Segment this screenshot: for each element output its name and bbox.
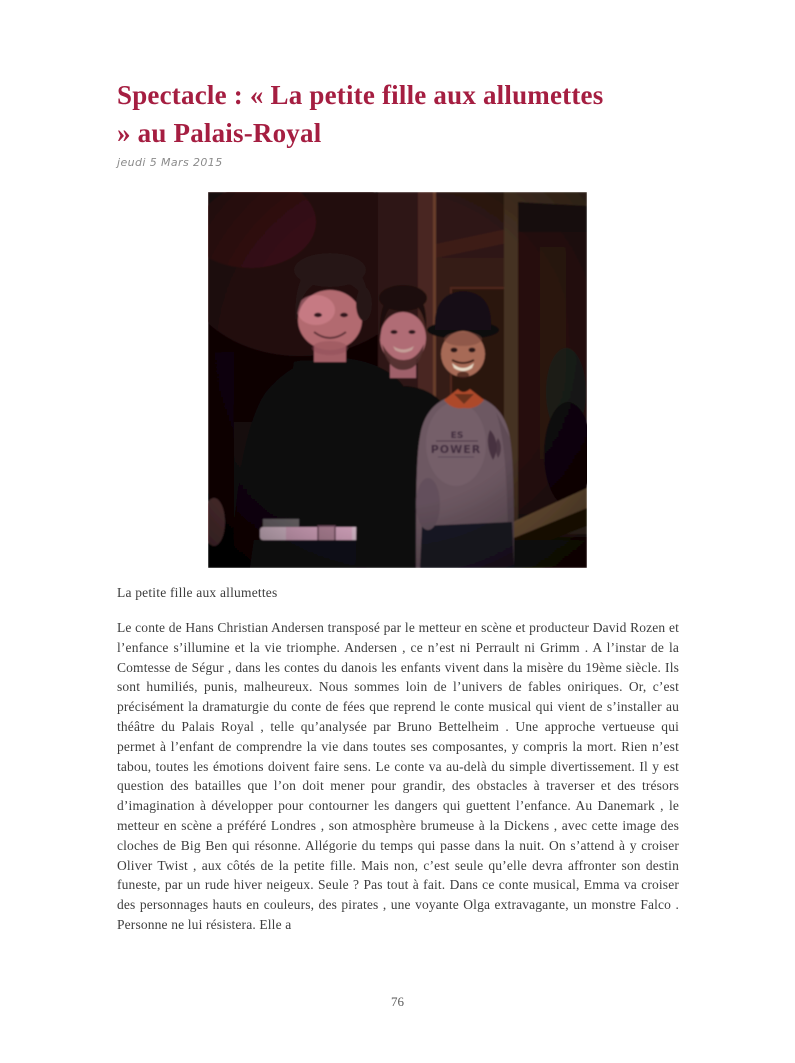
- photo-illustration: [208, 192, 587, 568]
- article-title-line2: » au Palais-Royal: [117, 118, 322, 148]
- photo-caption: La petite fille aux allumettes: [117, 585, 278, 600]
- page-number: 76: [391, 994, 404, 1009]
- article-title: [117, 76, 687, 152]
- photo-vignette: [208, 192, 587, 568]
- article-body: Le conte de Hans Christian Andersen transposé par le metteur en scène et producteur David Rozen et l’enfance s’illumine et la vie triomphe. Andersen , ce n’est ni Perrault ni Grimm . A l’instar de la Comtesse de Ségur , dans les contes du danois les enfants vivent dans la misère du 19ème siècle. Ils sont humiliés, punis, malheureux. Nous sommes loin de l’univers de fables oniriques. Or, c’est précisément la dramaturgie du conte de fées que reprend le conte musical qui vient de s’installer au théâtre du Palais Royal , telle qu’analysée par Bruno Bettelheim . Une approche vertueuse qui permet à l’enfant de comprendre la vie dans toutes ses composantes, y compris la mort. Rien n’est tabou, toutes les émotions doivent faire sens. Le conte va au-delà du simple divertissement. Il y est question des batailles que l’on doit mener pour grandir, des obstacles à traverser et des trésors d’imagination à développer pour contourner les dangers qui guettent l’enfance. Au Danemark , le metteur en scène a préféré Londres , son atmosphère brumeuse à la Dickens , avec cette image des cloches de Big Ben qui résonne. Allégorie du temps qui passe dans la nuit. On s’attend à y croiser Oliver Twist , aux côtés de la petite fille. Mais non, c’est seule qu’elle devra affronter son destin funeste, par un rude hiver neigeux. Seule ? Pas tout à fait. Dans ce conte musical, Emma va croiser des personnages hauts en couleurs, des pirates , une voyante Olga extravagante, un monstre Falco . Personne ne lui résistera. Elle a: [117, 620, 679, 932]
- article-photo: [208, 192, 587, 568]
- article-date: jeudi 5 Mars 2015: [117, 156, 223, 169]
- article-title-line1: Spectacle : « La petite fille aux allumettes: [117, 80, 604, 110]
